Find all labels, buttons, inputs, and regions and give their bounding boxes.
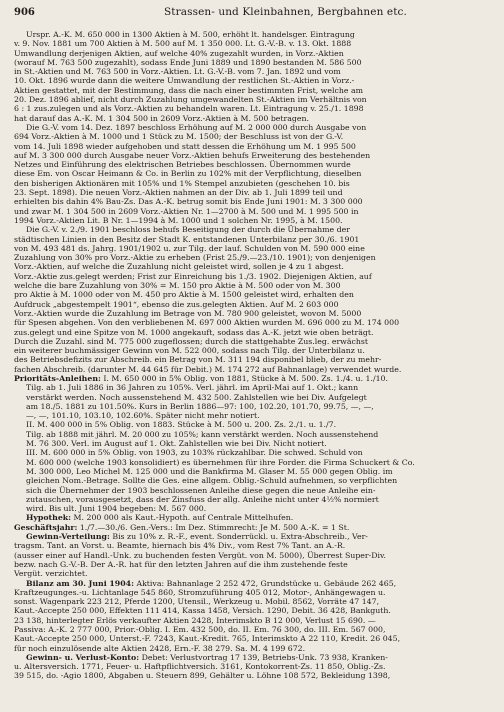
text-line: 23. Sept. 1898). Die neuen Vorz.-Aktien nahmen an der Div. ab 1. Juli 1899 teil und	[14, 188, 343, 198]
text-line: pro Aktie à M. 1000 oder von M. 450 pro Aktie à M. 1500 geleistet wird, erhalten den	[14, 290, 354, 300]
text-line: M. 600 000 (welche 1903 konsolidiert) es übernehmen für ihre Forder. die Firma Schuckert & Co.	[26, 457, 415, 467]
text-line: M. 76 300. Verl. im August auf 1. Okt. Zahlstellen wie bei Div. Nicht notiert.	[26, 439, 327, 449]
text-line: 39 515, do. -Agio 1800, Abgaben u. Steuern 899, Gehälter u. Löhne 108 572, Bekleidung 1398,	[14, 671, 391, 681]
text-line: und zwar M. 1 304 500 in 2609 Vorz.-Aktien Nr. 1—2700 à M. 500 und M. 1 995 500 in	[14, 206, 359, 216]
text-line: welche die bare Zuzahlung von 30% = M. 150 pro Aktie à M. 500 oder von M. 300	[14, 281, 341, 291]
text-line: sich die Übernehmer der 1903 beschlossenen Anleihe diese gegen die neue Anleihe ein-	[26, 485, 376, 495]
text-line: für Spesen abgehen. Von den verbliebenen M. 697 000 Aktien wurden M. 696 000 zu M. 174 000	[14, 318, 400, 328]
text-line	[14, 513, 492, 522]
text-line	[14, 653, 492, 662]
section-label: Gewinn-Verteilung:	[26, 532, 110, 542]
body-text	[14, 30, 492, 681]
text-line: in St.-Aktien und M. 763 500 in Vorz.-Aktien. Lt. G.-V.-B. vom 7. Jan. 1892 und vom	[14, 67, 341, 77]
text-line: (ausser einer auf Handl.-Unk. zu buchenden festen Vergüt. von M. 5000), Überrest Super-Div.	[14, 550, 386, 560]
text-line: städtischen Linien in den Besitz der Stadt K. entstandenen Unterbilanz per 30./6. 1901	[14, 234, 360, 244]
text-line: 23 138, hinterlegter Erlös verkaufter Aktien 2428, Interimskto B 12 000, Verlust 15 690. —	[14, 615, 376, 625]
text-line: (worauf M. 763 500 zugezahlt), sodass Ende Juni 1889 und 1890 bestanden M. 586 500	[14, 57, 362, 67]
text-line	[14, 523, 492, 532]
text-line: Kaut.-Accepte 250 000, Effekten 111 414, Kassa 1458, Versich. 1290, Debit. 36 428, Bankguth.	[14, 606, 391, 616]
text-line: 10. Okt. 1896 wurde dann die weitere Umwandlung der restlichen St.-Aktien in Vorz.-	[14, 76, 355, 86]
text-line: ein weiterer buchmässiger Gewinn von M. 522 000, sodass nach Tilg. der Unterbilanz u.	[14, 346, 365, 356]
text-line: 20. Dez. 1896 ablief, nicht durch Zuzahlung umgewandelten St.-Aktien im Verhältnis von	[14, 95, 367, 105]
text-line: 1994 Vorz.-Aktien Lit. B Nr. 1—1994 à M. 1000 und 1 solchen Nr. 1995, à M. 1500.	[14, 215, 343, 225]
section-text: Bis zu 10% z. R.-F., event. Sonderrückl. u. Extra-Abschreib., Ver-	[109, 532, 368, 542]
section-text: M. 200 000 als Kaut.-Hypoth. auf Centrale Mittelhufen.	[71, 513, 294, 523]
text-line: zus.gelegt und eine Spitze von M. 1000 angekauft, sodass das A.-K. jetzt wie oben beträgt.	[14, 327, 374, 337]
text-line: Die G.-V. v. 2./9. 1901 beschloss behufs Beseitigung der durch die Übernahme der	[26, 225, 350, 235]
text-line	[14, 579, 492, 588]
text-line: 6 : 1 zus.zulegen und als Vorz.-Aktien zu behandeln waren. Lt. Eintragung v. 25./1. 1898	[14, 104, 364, 114]
text-line: vom 14. Juli 1898 wieder aufgehoben und statt dessen die Erhöhung um M. 1 995 500	[14, 141, 356, 151]
section-label: Bilanz am 30. Juni 1904:	[26, 578, 134, 588]
text-line: am 18./5. 1881 zu 101.50%. Kurs in Berlin 1886—97: 100, 102.20, 101.70, 99.75, —, —,	[26, 401, 374, 411]
text-line: Passiva: A.-K. 2 777 000, Prior.-Oblig. I. Em. 432 500, do. II. Em. 76 300, do. III. Em. 567 000,	[14, 625, 386, 634]
text-line: bezw. nach G.-V.-B. Der A.-R. hat für den letzten Jahren auf die ihm zustehende feste	[14, 559, 348, 569]
text-line: diese Em. von Oscar Heimann & Co. in Berlin zu 102% mit der Verpflichtung, dieselben	[14, 169, 362, 179]
text-line	[14, 532, 492, 541]
text-line: Durch die Zuzahl. sind M. 775 000 zugeflossen; durch die stattgehabte Zus.leg. erwächst	[14, 336, 369, 346]
text-line: Vorz.-Aktie zus.gelegt werden; Frist zur Einreichung bis 1./3. 1902. Diejenigen Aktien, auf	[14, 271, 372, 281]
text-line: von M. 493 481 ds. Jahrg. 1901/1902 u. zur Tilg. der lauf. Schulden von M. 590 000 eine	[14, 243, 365, 253]
page-header	[14, 6, 492, 24]
section-text: Debet: Verlustvortrag 17 139, Betriebs-Unk. 73 938, Kranken-	[139, 652, 388, 662]
text-line: Aktien gestattet, mit der Bestimmung, dass die nach einer bestimmten Frist, welche am	[14, 85, 363, 95]
section-text: Aktiva: Bahnanlage 2 252 472, Grundstücke u. Gebäude 262 465,	[133, 578, 397, 588]
page-number: 906	[14, 7, 35, 18]
text-line: wird. Bis ult. Juni 1904 begeben: M. 567 000.	[26, 504, 207, 514]
text-line: II. M. 400 000 in 5% Oblig. von 1883. Stücke à M. 500 u. 200. Zs. 2./1. u. 1./7.	[26, 420, 337, 430]
text-line: 694 Vorz.-Aktien à M. 1000 und 1 Stück zu M. 1500; der Beschluss ist von der G.-V.	[14, 132, 344, 142]
text-line: fachen Abschreib. (darunter M. 44 645 für Debit.) M. 174 272 auf Bahnanlage) verwendet wurde.	[14, 364, 402, 374]
text-line: Tilg. ab 1. Juli 1886 in 36 Jahren zu 105%. Verl. jährl. im April-Mai auf 1. Okt.; kann	[26, 383, 359, 393]
text-line: —, —, 101.10, 103.10, 102.60%. Später nicht mehr notiert.	[26, 411, 260, 421]
text-line: III. M. 600 000 in 5% Oblig. von 1903, zu 103% rückzahlbar. Die schwed. Schuld von	[26, 448, 363, 458]
section-label: Hypothek:	[26, 513, 72, 523]
text-line: erhielten bis dahin 4% Bau-Zs. Das A.-K. betrug somit bis Ende Juni 1901: M. 3 300 000	[14, 197, 363, 207]
text-line: tragsm. Tant. an Vorst. u. Beamte, hiernach bis 4% Div., vom Rest 7% Tant. an A.-R.	[14, 541, 346, 551]
text-line: sonst. Wagenpark 223 212, Pferde 1200, Utensil., Werkzeug u. Mobil. 8562, Vorräte 47 147,	[14, 597, 380, 607]
section-label: Prioritäts-Anleihen:	[14, 373, 101, 383]
text-line: des Betriebsdefizits zur Abschreib. ein Betrag von M. 311 194 disponibel blieb, der zu mehr-	[14, 355, 382, 365]
section-text: 1./7.—30./6. Gen.-Vers.: Im Dez. Stimmrecht: Je M. 500 A.-K. = 1 St.	[77, 522, 350, 532]
running-head: Strassen- und Kleinbahnen, Bergbahnen etc.	[164, 6, 407, 18]
text-line: Die G.-V. vom 14. Dez. 1897 beschloss Erhöhung auf M. 2 000 000 durch Ausgabe von	[26, 122, 367, 132]
text-line: den bisherigen Aktionären mit 105% und 1% Stempel anzubieten (geschehen 10. bis	[14, 178, 350, 188]
text-line: M. 300 000, Leo Michel M. 125 000 und die Bankfirma M. Glaser M. 55 000 gegen Oblig. im	[26, 466, 393, 476]
text-line: für noch einzulösende alte Aktien 2428, Ern.-F. 38 279. Sa. M. 4 199 672.	[14, 643, 306, 653]
text-line: Urspr. A.-K. M. 650 000 in 1300 Aktien à M. 500, erhöht lt. handelsger. Eintragung	[26, 30, 355, 39]
section-label: Geschäftsjahr:	[14, 522, 78, 532]
text-line: zutauschen, vorausgesetzt, dass der Zinsfuss der allg. Anleihe nicht unter 4½% normiert	[26, 494, 379, 504]
text-line: Vorz.-Aktien wurde die Zuzahlung im Betrage von M. 780 900 geleistet, wovon M. 5000	[14, 308, 362, 318]
text-line: Aufdruck „abgestempelt 1901“, ebenso die zus.gelegten Aktien. Auf M. 2 603 000	[14, 299, 339, 309]
text-line	[14, 374, 492, 383]
text-line: Zuzahlung von 30% pro Vorz.-Aktie zu erheben (Frist 25./9.—23./10. 1901); von denjenigen	[14, 253, 376, 263]
text-line: gleichen Nom.-Betrage. Sollte die Ges. eine allgem. Oblig.-Schuld aufnehmen, so verpflichten	[26, 476, 398, 486]
section-text: I. M. 650 000 in 5% Oblig. von 1881, Stücke à M. 500. Zs. 1./4. u. 1./10.	[100, 373, 388, 383]
text-line: v. 9. Nov. 1881 um 700 Aktien à M. 500 auf M. 1 350 000. Lt. G.-V.-B. v. 13. Okt. 1888	[14, 39, 352, 49]
text-line: verstärkt werden. Noch aussenstehend M. 432 500. Zahlstellen wie bei Div. Aufgelegt	[26, 392, 367, 402]
text-line: auf M. 3 300 000 durch Ausgabe neuer Vorz.-Aktien behufs Erweiterung des bestehenden	[14, 150, 371, 160]
text-line: Vergüt. verzichtet.	[14, 569, 88, 579]
text-line: u. Altersversich. 1771, Feuer- u. Haftpflichtversich. 3161, Kontokorrent-Zs. 11 850, Oblig.-Zs.	[14, 662, 386, 672]
section-label: Gewinn- u. Verlust-Konto:	[26, 652, 140, 662]
text-line: Tilg. ab 1888 mit jährl. M. 20 000 zu 105%; kann verstärkt werden. Noch aussenstehend	[26, 429, 379, 439]
text-line: Umwandlung derjenigen Aktien, auf welche 40% zugezahlt wurden, in Vorz.-Aktien	[14, 48, 344, 58]
text-line: Vorz.-Aktien, auf welche die Zuzahlung nicht geleistet wird, sollen je 4 zu 1 abgest.	[14, 262, 344, 272]
text-line: hat darauf das A.-K. M. 1 304 500 in 2609 Vorz.-Aktien à M. 500 betragen.	[14, 113, 310, 123]
text-line: Netzes und Einführung des elektrischen Betriebes beschlossen. Übernommen wurde	[14, 160, 351, 170]
text-line: Kraftzeugunges.-u. Lichtanlage 545 860, Stromzuführung 405 012, Motor-, Anhängewagen u.	[14, 587, 386, 597]
text-line: Kaut.-Accepte 250 000, Unterst.-F. 7243, Kaut.-Kredit. 765, Interimskto A 22 110, Kredit. 26 045,	[14, 634, 401, 644]
